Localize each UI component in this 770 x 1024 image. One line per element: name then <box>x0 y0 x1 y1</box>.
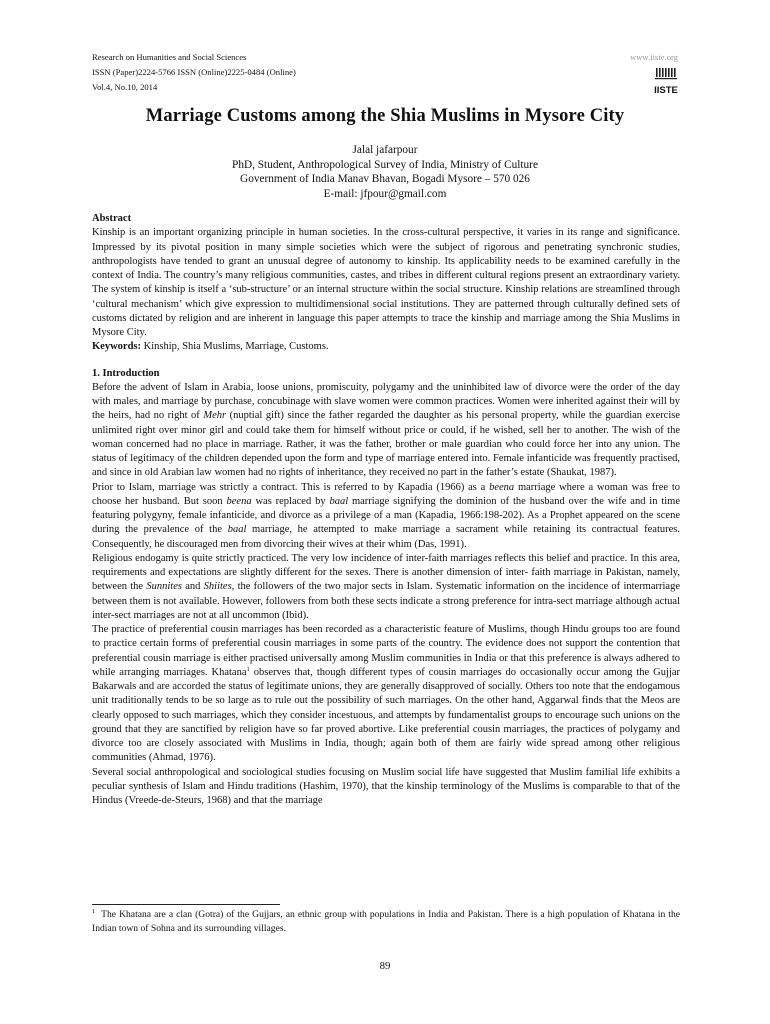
journal-volume: Vol.4, No.10, 2014 <box>92 82 158 92</box>
introduction-paragraph-2: Prior to Islam, marriage was strictly a contract. This is referred to by Kapadia (1966) as a beena marriage where a woman was free to choose her husband. But soon beena was replaced by baal marriage signifying the dominion of the husband over the wife and in time featuring polygyny, female infanticide, and divorce as a privilege of a man (Kapadia, 1966:198-202). As a Prophet appeared on the scene during the prevalence of the baal marriage, he attempted to make marriage a sacrament while retaining its contractual features. Consequently, he discouraged men from divorcing their wives at their whim (Das, 1991). <box>92 481 680 550</box>
author-email: E-mail: jfpour@gmail.com <box>323 187 447 200</box>
author-name: Jalal jafarpour <box>352 144 418 156</box>
logo-text: IISTE <box>654 85 678 96</box>
term-mehr: Mehr <box>203 410 227 422</box>
keywords-label: Keywords: <box>92 341 141 353</box>
footnote-reference[interactable]: 1 <box>246 665 250 673</box>
term-beena: beena <box>226 495 252 507</box>
journal-issn: ISSN (Paper)2224-5766 ISSN (Online)2225-0484 (Online) <box>92 67 296 77</box>
footnote-text: The Khatana are a clan (Gotra) of the Gujjars, an ethnic group with populations in India and Pakistan. There is a high population of Khatana in the Indian town of Sohna and its surrounding villages. <box>92 909 680 934</box>
introduction-paragraph-1: Before the advent of Islam in Arabia, loose unions, promiscuity, polygamy and the uninhibited law of divorce were the order of the day with males, and marriage by purchase, concubinage with slave women were common practices. Women were inherited against their will by the heirs, had no right of Mehr (nuptial gift) since the father regarded the daughter as his personal property, while the guardian exercise unlimited right over minor girl and could take them for himself without price or could, if he wished, sell her to another. The wish of the woman concerned had no place in marriage. Rather, it was the father, brother or male guardian who could force her into any union. The status of legitimacy of the children depended upon the form and type of marriage entered into. Female infanticide was frequently practised, and since in old Arabian law women had no rights of inheritance, they received no part in the father’s estate (Shaukat, 1987). <box>92 381 680 479</box>
author-affiliation-1: PhD, Student, Anthropological Survey of India, Ministry of Culture <box>232 158 538 171</box>
paper-title: Marriage Customs among the Shia Muslims in Mysore City <box>145 106 625 126</box>
abstract-heading: Abstract <box>92 213 132 224</box>
running-header <box>92 50 680 100</box>
term-baal: baal <box>329 495 349 507</box>
footnote-divider <box>92 904 280 905</box>
journal-info <box>92 50 296 95</box>
introduction-paragraph-5: Several social anthropological and sociological studies focusing on Muslim social life have suggested that Muslim familial life exhibits a peculiar synthesis of Islam and Hindu traditions (Hashim, 1970), that the kinship terminology of the Muslims is comparable to that of the Hindus (Vreede-de-Steurs, 1968) and that the marriage <box>92 766 680 806</box>
author-affiliation-2: Government of India Manav Bhavan, Bogadi Mysore – 570 026 <box>240 173 530 186</box>
article-body <box>92 212 680 808</box>
introduction-paragraph-4: The practice of preferential cousin marriages has been recorded as a characteristic feature of Muslims, though Hindu groups too are found to practice certain forms of preferential cousin marriages in some parts of the country. The evidence does not support the contention that preferential cousin marriage is either practised universally among Muslim communities in India or that this preference is always adhered to while arranging marriages. Khatana$^1$ observes that, though different types of cousin marriages do occasionally occur among the Gujjar Bakarwals and are accorded the status of legitimate unions, they are generally disapproved of socially. Others too note that the endogamous unit traditionally tends to be so large as to rule out the possibility of such marriages. On the other hand, Aggarwal finds that the Meos are clearly opposed to such marriages, which they consider incestuous, and attempts by fundamentalist groups to encourage such unions on the ground that they are sanctified by religion have so far proved abortive. Like preferential cousin marriages, the practices of polygamy and divorce too are closely associated with Muslims in India, though; again both of them are fairly wide spread among other religious communities (Ahmad, 1976). <box>92 624 680 764</box>
term-beena: beena <box>489 481 515 493</box>
keywords-list: Kinship, Shia Muslims, Marriage, Customs. <box>141 341 329 353</box>
term-shiites: Shiites, <box>203 581 235 593</box>
keywords-line <box>92 340 680 354</box>
term-baal: baal <box>227 524 247 536</box>
abstract-text: Kinship is an important organizing principle in human societies. In the cross-cultural perspective, it varies in its range and significance. Impressed by its pivotal position in many simple societies which were the subject of rigorous and penetrating synchronic studies, anthropologists have tended to grant an unusual degree of autonomy to kinship. Its applicability needs to be examined carefully in the context of India. The country’s many religious communities, castes, and tribes in different cultural regions present an extraordinary variety. The system of kinship is itself a ‘sub-structure’ or an internal structure within the social structure. Kinship relations are streamlined through ‘cultural mechanism’ which give expression to multidimensional social institutions. They are patterned through culturally defined sets of customs dictated by religion and are inherent in language this paper attempts to trace the kinship and marriage among the Shia Muslims in Mysore City. <box>92 227 680 338</box>
footnote <box>92 908 680 935</box>
iiste-logo <box>654 67 678 97</box>
introduction-paragraph-3: Religious endogamy is quite strictly practiced. The very low incidence of inter-faith marriages reflects this belief and practice. In this area, requirements and expectations are slightly different for the sexes. There is another dimension of inter- faith marriage in Pakistan, namely, between the Sunnites and Shiites, the followers of the two major sects in Islam. Systematic information on the incidence of intermarriage between them is not available. However, followers from both these sects indicate a strong preference for intra-sect marriage although actual inter-sect marriages are not at all uncommon (Ibid). <box>92 552 680 621</box>
journal-name: Research on Humanities and Social Sciences <box>92 52 247 62</box>
introduction-heading: 1. Introduction <box>92 367 160 379</box>
author-block <box>0 143 770 201</box>
footnote-marker: 1 <box>92 908 96 915</box>
website-link[interactable]: www.iiste.org <box>630 52 678 62</box>
term-sunnites: Sunnites <box>146 581 182 593</box>
page-number: 89 <box>379 960 391 972</box>
